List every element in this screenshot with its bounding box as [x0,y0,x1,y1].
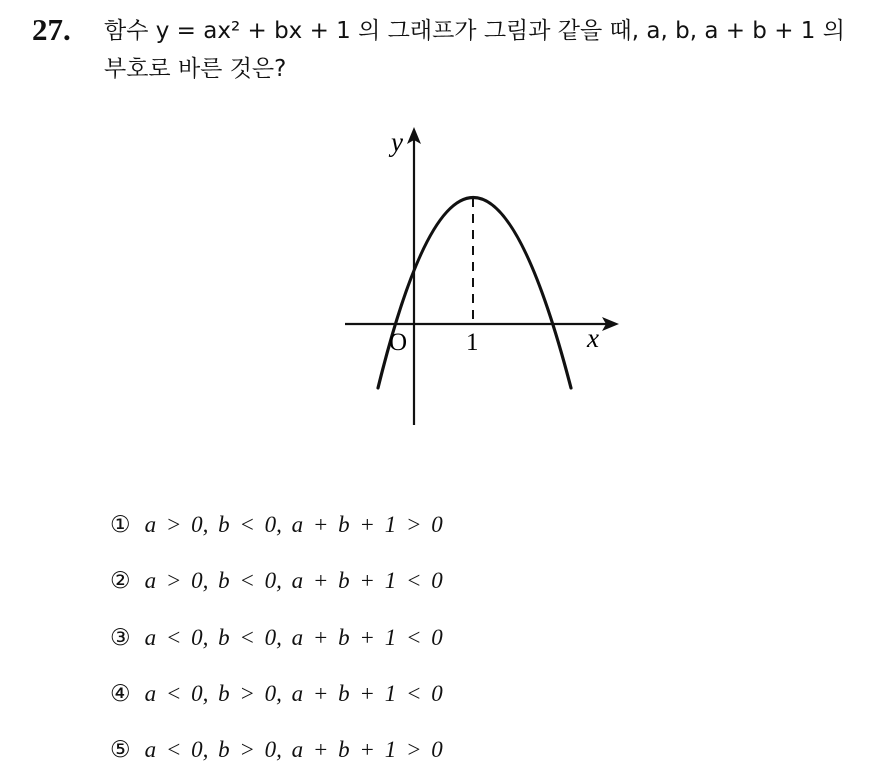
choice-2-text: a > 0, b < 0, a + b + 1 < 0 [144,568,443,593]
choice-2-marker: ② [110,568,131,594]
choice-3[interactable] [110,623,443,653]
choice-3-text: a < 0, b < 0, a + b + 1 < 0 [144,625,443,650]
choice-3-marker: ③ [110,625,131,651]
choice-2[interactable] [110,566,443,596]
choice-1-marker: ① [110,512,131,538]
choice-5[interactable] [110,735,443,765]
question-number: 27. [32,12,71,47]
choice-5-text: a < 0, b > 0, a + b + 1 > 0 [144,737,443,762]
choice-4-marker: ④ [110,681,131,707]
question-text: 함수 y = ax² + bx + 1 의 그래프가 그림과 같을 때, a, b, a + b + 1 의 부호로 바른 것은? [104,18,845,82]
choice-5-marker: ⑤ [110,737,131,763]
choice-4[interactable] [110,679,443,709]
x-axis-label: x [587,323,599,353]
vertex-tick-label: 1 [466,329,479,356]
origin-label: O [389,329,408,356]
y-axis-label: y [391,127,403,157]
parabola-curve [378,198,571,389]
choice-4-text: a < 0, b > 0, a + b + 1 < 0 [144,681,443,706]
choice-1-text: a > 0, b < 0, a + b + 1 > 0 [144,512,443,537]
choice-1[interactable] [110,510,443,540]
